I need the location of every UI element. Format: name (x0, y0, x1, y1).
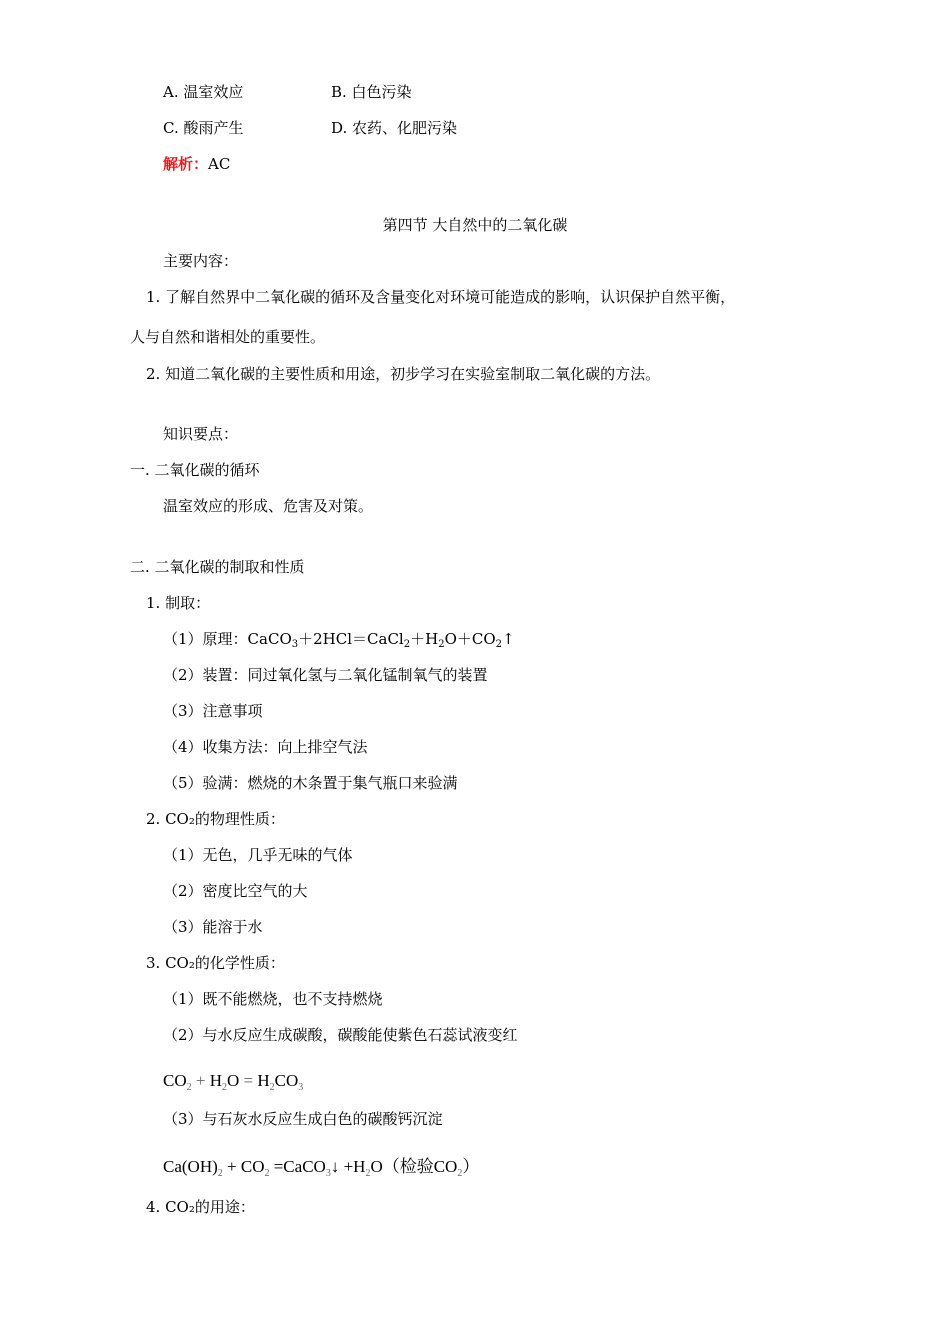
main-content-heading: 主要内容： (163, 252, 239, 270)
equation-limewater: $Ca(OH)_2 + CO_2$ =CaCO$_3$↓ $+H_2O$（检验$CO_2$） (163, 1157, 480, 1179)
goal-2: 2. 知道二氧化碳的主要性质和用途，初步学习在实验室制取二氧化碳的方法。 (146, 365, 661, 383)
prep-1-principle (163, 629, 515, 649)
option-c: C. 酸雨产生 (163, 119, 244, 137)
prep-3: （3）注意事项 (163, 702, 263, 720)
goal-1-line-1: 1. 了解自然界中二氧化碳的循环及含量变化对环境可能造成的影响，认识保护自然平衡， (146, 288, 736, 306)
part-1-text: 温室效应的形成、危害及对策。 (163, 497, 374, 515)
prep-1-equation: $CaCO_3+2HCl=CaCl_2+H_2O+CO_2↑$ (247, 630, 515, 650)
prep-heading: 1. 制取： (146, 594, 211, 612)
use-heading: 4. CO₂的用途： (146, 1198, 255, 1216)
chem-2: （2）与水反应生成碳酸，碳酸能使紫色石蕊试液变红 (163, 1026, 518, 1044)
prep-1-label: （1）原理： (163, 630, 248, 648)
part-2-title: 二. 二氧化碳的制取和性质 (130, 558, 305, 576)
answer-label: 解析： (163, 155, 209, 173)
prep-4: （4）收集方法：向上排空气法 (163, 738, 368, 756)
chem-heading: 3. CO₂的化学性质： (146, 954, 285, 972)
part-1-title: 一. 二氧化碳的循环 (130, 461, 260, 479)
phys-2: （2）密度比空气的大 (163, 882, 308, 900)
section-title: 第四节 大自然中的二氧化碳 (382, 216, 568, 234)
option-a: A. 温室效应 (163, 83, 244, 101)
prep-5: （5）验满：燃烧的木条置于集气瓶口来验满 (163, 774, 458, 792)
option-b: B. 白色污染 (331, 83, 412, 101)
goal-1-line-2: 人与自然和谐相处的重要性。 (130, 328, 326, 346)
chem-1: （1）既不能燃烧，也不支持燃烧 (163, 990, 383, 1008)
answer-line (163, 154, 230, 174)
chem-3: （3）与石灰水反应生成白色的碳酸钙沉淀 (163, 1110, 443, 1128)
key-points-heading: 知识要点： (163, 425, 239, 443)
phys-3: （3）能溶于水 (163, 918, 263, 936)
prep-2: （2）装置：同过氧化氢与二氧化锰制氧气的装置 (163, 666, 488, 684)
equation-co2-water: $CO_2 + H_2O = H_2CO_3$ (163, 1071, 304, 1093)
phys-1: （1）无色，几乎无味的气体 (163, 846, 353, 864)
option-d: D. 农药、化肥污染 (331, 119, 458, 137)
answer-value: AC (208, 155, 231, 173)
phys-heading: 2. CO₂的物理性质： (146, 810, 285, 828)
